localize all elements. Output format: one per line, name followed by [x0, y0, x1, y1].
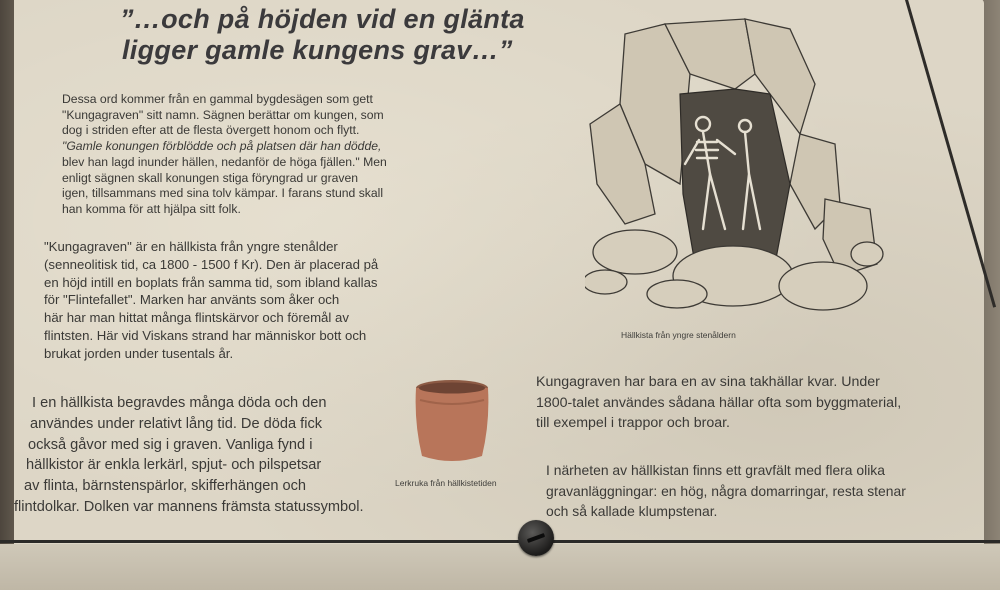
text-line: och så kallade klumpstenar. [546, 503, 718, 519]
urn-caption: Lerkruka från hällkistetiden [395, 478, 497, 488]
text-line: dog i striden efter att de flesta övergett honom och flytt. [62, 123, 360, 138]
plaque-title [120, 4, 590, 66]
text-line: "Kungagraven" sitt namn. Sägnen berättar om kungen, som [62, 107, 384, 122]
boulder [851, 242, 883, 266]
text-line: användes under relativt lång tid. De döda fick [30, 415, 323, 432]
boulder [779, 262, 867, 310]
title-line: ligger gamle kungens grav…” [122, 35, 513, 65]
text-line: (senneolitisk tid, ca 1800 - 1500 f Kr). Den är placerad på [44, 256, 379, 272]
text-line: "Kungagraven" är en hällkista från yngre stenålder [44, 239, 338, 254]
text-line: till exempel i trappor och broar. [536, 415, 730, 431]
text-line: I närheten av hällkistan finns ett gravfält med flera olika [546, 462, 885, 478]
text-line: här har man hittat många flintskärvor och föremål av [44, 310, 349, 326]
legend-paragraph [62, 92, 482, 218]
title-line: ”…och på höjden vid en glänta [120, 4, 525, 34]
text-line: brukat jorden under tusentals år. [44, 345, 234, 361]
text-line: gravanläggningar: en hög, några domarringar, resta stenar [546, 482, 906, 499]
screw-icon [518, 520, 554, 556]
text-line: I en hällkista begravdes många döda och den [32, 395, 327, 411]
text-line: 1800-talet användes sådana hällar ofta som byggmaterial, [536, 394, 902, 411]
text-line: flintdolkar. Dolken var mannens främsta statussymbol. [14, 498, 364, 515]
text-line: Dessa ord kommer från en gammal bygdesägen som gett [62, 92, 373, 106]
text-line: Kungagraven har bara en av sina takhällar kvar. Under [536, 374, 880, 390]
text-line: en höjd intill en boplats från samma tid, som ibland kallas [44, 274, 378, 290]
text-line: "Gamle konungen förblödde och på platsen där han dödde, [62, 139, 382, 154]
plaque-frame-line [0, 540, 1000, 543]
text-line: av flinta, bärnstenspärlor, skifferhängen och [24, 478, 307, 495]
boulder [585, 270, 627, 294]
capstone-paragraph [536, 372, 976, 434]
text-line: han komma för att hjälpa sitt folk. [62, 201, 241, 216]
boulder [647, 280, 707, 308]
text-line: flintsten. Här vid Viskans strand har människor bott och [44, 327, 367, 343]
burial-chamber [680, 89, 790, 264]
text-line: igen, tillsammans med sina tolv kämpar. I farans stund skall [62, 186, 384, 201]
text-line: enligt sägnen skall konungen stiga föryngrad ur graven [62, 170, 359, 185]
text-line: för "Flintefallet". Marken har använts som åker och [44, 292, 340, 308]
text-line: blev han lagd inunder hällen, nedanför de höga fjällen." Men [62, 154, 387, 169]
illustration-caption: Hällkista från yngre stenåldern [621, 330, 736, 340]
clay-pot-picture [412, 378, 492, 464]
stone-cist-illustration [585, 14, 885, 334]
gravefield-paragraph [546, 460, 998, 522]
text-line: också gåvor med sig i graven. Vanliga fynd i [28, 436, 313, 453]
text-line: hällkistor är enkla lerkärl, spjut- och pilspetsar [26, 457, 322, 474]
burial-paragraph [14, 393, 454, 518]
boulder [593, 230, 677, 274]
plaque-bottom-strip [0, 544, 1000, 590]
history-paragraph [44, 238, 464, 363]
